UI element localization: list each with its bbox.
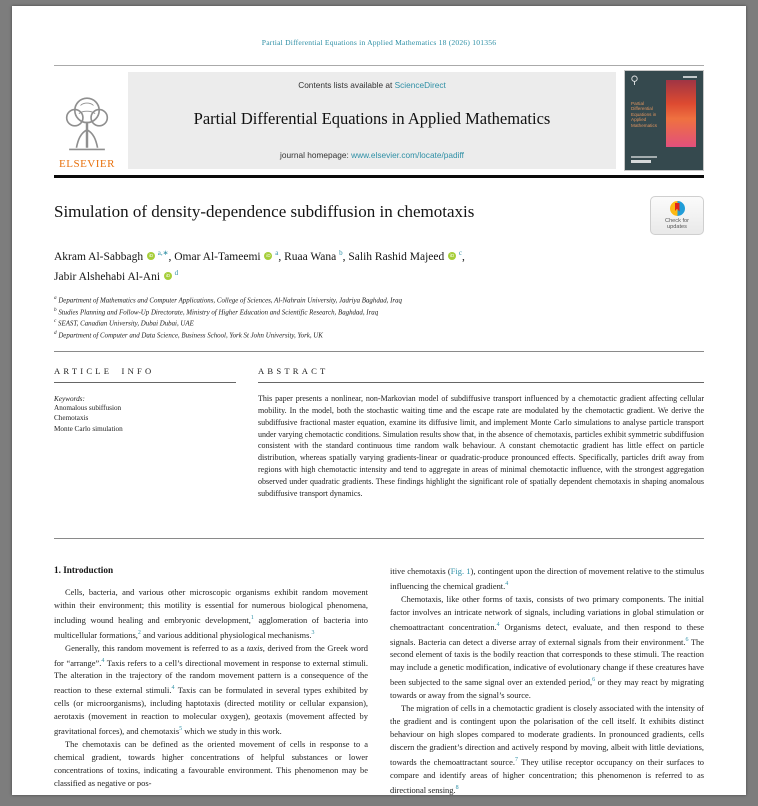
paragraph: itive chemotaxis (Fig. 1), contingent upon the direction of movement relative to the stimulus influencing the chemical gradient.$^4$ [390, 566, 704, 591]
paragraph: Cells, bacteria, and various other microscopic organisms exhibit random movement within their environment; this motility is essential for numerous biological phenomena, including wound healing and embryonic development,$^1$ agglomeration of bacteria into multicellular formations,$^2$ and various additional physiological mechanisms.$^3$ [54, 587, 368, 640]
abstract-heading: ABSTRACT [258, 366, 329, 377]
abstract-text: This paper presents a nonlinear, non-Markovian model of subdiffusive transport influenced by a chemotactic gradient affecting cellular mobility. In the model, both the stochastic waiting time and the escape rate are modulated by the chemotactic gradient. We derive the subdiffusive fractional master equation, examine its diffusive limit, and implement Monte Carlo simulations to analyse particle transport under varying chemotactic conditions. Simulation results show that, in the absence of chemotaxis, particles exhibit symmetric subdiffusion consistent with the standard continuous time random walk behaviour. A constant chemotactic gradient has little effect on particle distribution, whereas spatially varying gradients-linear or quadratic-produce pronounced effects. Specifically, particles drift away from regions with high chemotactic intensity and tend to aggregate in areas of minimal chemotactic influence, with the strongest aggregation observed under quadratic gradients. These findings highlight the significant role of spatially dependent chemotaxis in shaping anomalous subdiffusive transport dynamics. [258, 394, 704, 498]
reference-link[interactable]: b [339, 249, 343, 257]
orcid-icon[interactable]: iD [450, 252, 455, 258]
contents-list-line [134, 80, 610, 90]
journal-title: Partial Differential Equations in Applied Mathematics [193, 109, 551, 128]
paragraph: Chemotaxis, like other forms of taxis, consists of two primary components. The initial factor involves an intricate network of signals, including variations in global stimulation or chemoattractant concentration.$^4$ Organisms detect, evaluate, and then respond to these signals. Bacteria can detect a diverse array of external signals from their environment.$^6$ The second element of taxis is the bodily reaction that corresponds to these stimuli. The reaction may include a genetic modification, indicative of evolutionary change if these creatures have been subjected to the same signal over an extended period,$^6$ or they may react by migrating towards or away from the signal’s source. [390, 593, 704, 701]
affiliations-bottom-rule [54, 351, 704, 352]
journal-citation-line: Partial Differential Equations in Applied Mathematics 18 (2026) 101356 [261, 38, 497, 47]
article-info-heading: ARTICLE INFO [54, 366, 155, 377]
check-for-updates-badge[interactable] [650, 196, 704, 235]
authors-line-1: Akram Al-Sabbagh iD $^{a,∗}$, Omar Al-Tameemi iD $^a$, Ruaa Wana $^b$, Salih Rashid Majeed iD $^c$, [54, 249, 465, 263]
body-left-column [54, 565, 368, 795]
reference-link[interactable]: c [457, 249, 462, 257]
journal-homepage-line [134, 150, 610, 160]
affiliation-text: Studies Planning and Follow-Up Directorate, Ministry of Higher Education and Scientific Research, Baghdad, Iraq [56, 308, 379, 316]
italic-term: taxis [246, 642, 263, 653]
journal-homepage-link[interactable]: www.elsevier.com/locate/padiff [351, 150, 464, 160]
homepage-prefix: journal homepage: [280, 150, 352, 160]
reference-link[interactable]: 4 [496, 621, 500, 628]
affiliation-text: Department of Computer and Data Science, Business School, York St John University, York, UK [56, 332, 323, 340]
header-divider-bar [54, 175, 704, 178]
reference-link[interactable]: 4 [505, 581, 509, 588]
cover-tree-icon [630, 75, 639, 86]
reference-link[interactable]: 8 [455, 784, 459, 791]
reference-link[interactable]: 3 [311, 629, 315, 636]
cover-issue-text [683, 76, 697, 78]
paragraph: The chemotaxis can be defined as the oriented movement of cells in response to a chemical gradient, towards higher concentrations of helpful substances or lower concentrations of toxins, indicating a favourable environment. This phenomenon may be classified as negative or pos- [54, 738, 368, 788]
article-body [54, 565, 704, 795]
reference-link[interactable]: 2 [137, 629, 141, 636]
reference-link[interactable]: 5 [179, 726, 183, 732]
orcid-icon[interactable]: iD [148, 252, 154, 258]
affiliation-marker: c [54, 318, 57, 325]
article-info-abstract-section [54, 366, 704, 524]
orcid-icon[interactable]: iD [165, 272, 170, 278]
sciencedirect-link[interactable]: ScienceDirect [394, 80, 446, 90]
article-first-page [12, 6, 746, 795]
reference-link[interactable]: 4 [101, 657, 105, 664]
journal-banner [128, 72, 616, 169]
affiliation-a [54, 294, 704, 306]
journal-cover-thumbnail[interactable] [624, 70, 704, 171]
keywords-label: Keywords: [54, 395, 85, 404]
affiliation-marker: d [54, 330, 57, 337]
elsevier-tree-icon [61, 93, 113, 157]
author-list [54, 245, 704, 285]
header-top-rule [54, 65, 704, 66]
reference-link[interactable]: 7 [514, 756, 518, 763]
cover-gradient-art [666, 80, 696, 147]
crossmark-bookmark-icon [675, 203, 680, 212]
affiliation-text: SEAST, Canadian University, Dubai Dubai, UAE [56, 320, 194, 328]
cover-footer-text [631, 156, 657, 158]
body-right-column [390, 565, 704, 795]
orcid-icon[interactable]: iD [266, 252, 271, 258]
reference-link[interactable]: a [273, 249, 279, 257]
section-heading-introduction: 1. Introduction [54, 565, 114, 576]
crossmark-icon [670, 201, 685, 216]
affiliation-list [54, 294, 704, 342]
affiliation-marker: b [54, 306, 57, 313]
contents-prefix: Contents lists available at [298, 80, 395, 90]
figure-link[interactable]: Fig. 1 [450, 566, 471, 577]
cover-journal-title: Partial Differential Equations in Applied Mathematics [631, 101, 658, 128]
title-row [54, 196, 704, 235]
reference-link[interactable]: 1 [250, 615, 254, 622]
reference-link[interactable]: d [172, 268, 179, 277]
elsevier-logo[interactable] [54, 70, 120, 171]
affiliation-marker: a [54, 294, 57, 301]
paragraph: The migration of cells in a chemotactic gradient is closely associated with the intensity of the gradient and is contingent upon the polarisation of the cell itself. It exhibits distinct behaviour on high slopes compared to moderate gradients. In pronounced gradients, cells discern the gradient’s direction and actively respond by moving, albeit with little deviations, towards the chemoattractant source.$^7$ They utilise receptor occupancy on their surfaces to compare and identify areas of higher concentration; this phenomenon is referred to as directional sensing.$^8$ [390, 703, 705, 795]
article-info-column [54, 366, 236, 524]
affiliation-b [54, 306, 704, 318]
reference-link[interactable]: 6 [592, 677, 596, 684]
article-info-heading-rule [54, 382, 236, 383]
cover-publisher-mark [631, 160, 651, 163]
check-for-updates-label: Check for updates [665, 217, 689, 230]
paragraph: Generally, this random movement is referred to as a taxis, derived from the Greek word for “arrange”.$^4$ Taxis refers to a cell’s directional movement in response to external stimuli. The alteration in the trajectory of the random movement pattern is a consequence of the reaction to these external stimuli.$^4$ Taxis can be formulated in several types exhibited by cells (or microorganisms), including haptotaxis (directed motility or cellular expansion), aerotaxis (movement in reaction to molecular oxygen), geotaxis (movement affected by gravitational forces), and chemotaxis$^5$ which we study in this work. [54, 642, 369, 736]
affiliation-text: Department of Mathematics and Computer Applications, College of Sciences, Al-Nahrain University, Jadriya Baghdad, Iraq [56, 296, 402, 304]
journal-header [54, 70, 704, 171]
abstract-column [258, 366, 704, 524]
keyword-item: Chemotaxis [54, 414, 89, 423]
authors-line-2: Jabir Alshehabi Al-Ani iD $^d$ [54, 268, 179, 283]
elsevier-wordmark: ELSEVIER [59, 158, 115, 170]
article-title: Simulation of density-dependence subdiffusion in chemotaxis [54, 202, 475, 221]
affiliation-c [54, 317, 704, 329]
abstract-heading-rule [258, 382, 704, 383]
abstract-bottom-rule [54, 538, 704, 539]
reference-link[interactable]: 6 [685, 636, 689, 643]
screenshot-root [0, 6, 758, 806]
keyword-item: Anomalous subiffusion [54, 404, 122, 413]
affiliation-d [54, 329, 704, 341]
reference-link[interactable]: 4 [171, 685, 175, 692]
keyword-item: Monte Carlo simulation [54, 424, 123, 433]
reference-link[interactable]: a,∗ [155, 249, 169, 257]
